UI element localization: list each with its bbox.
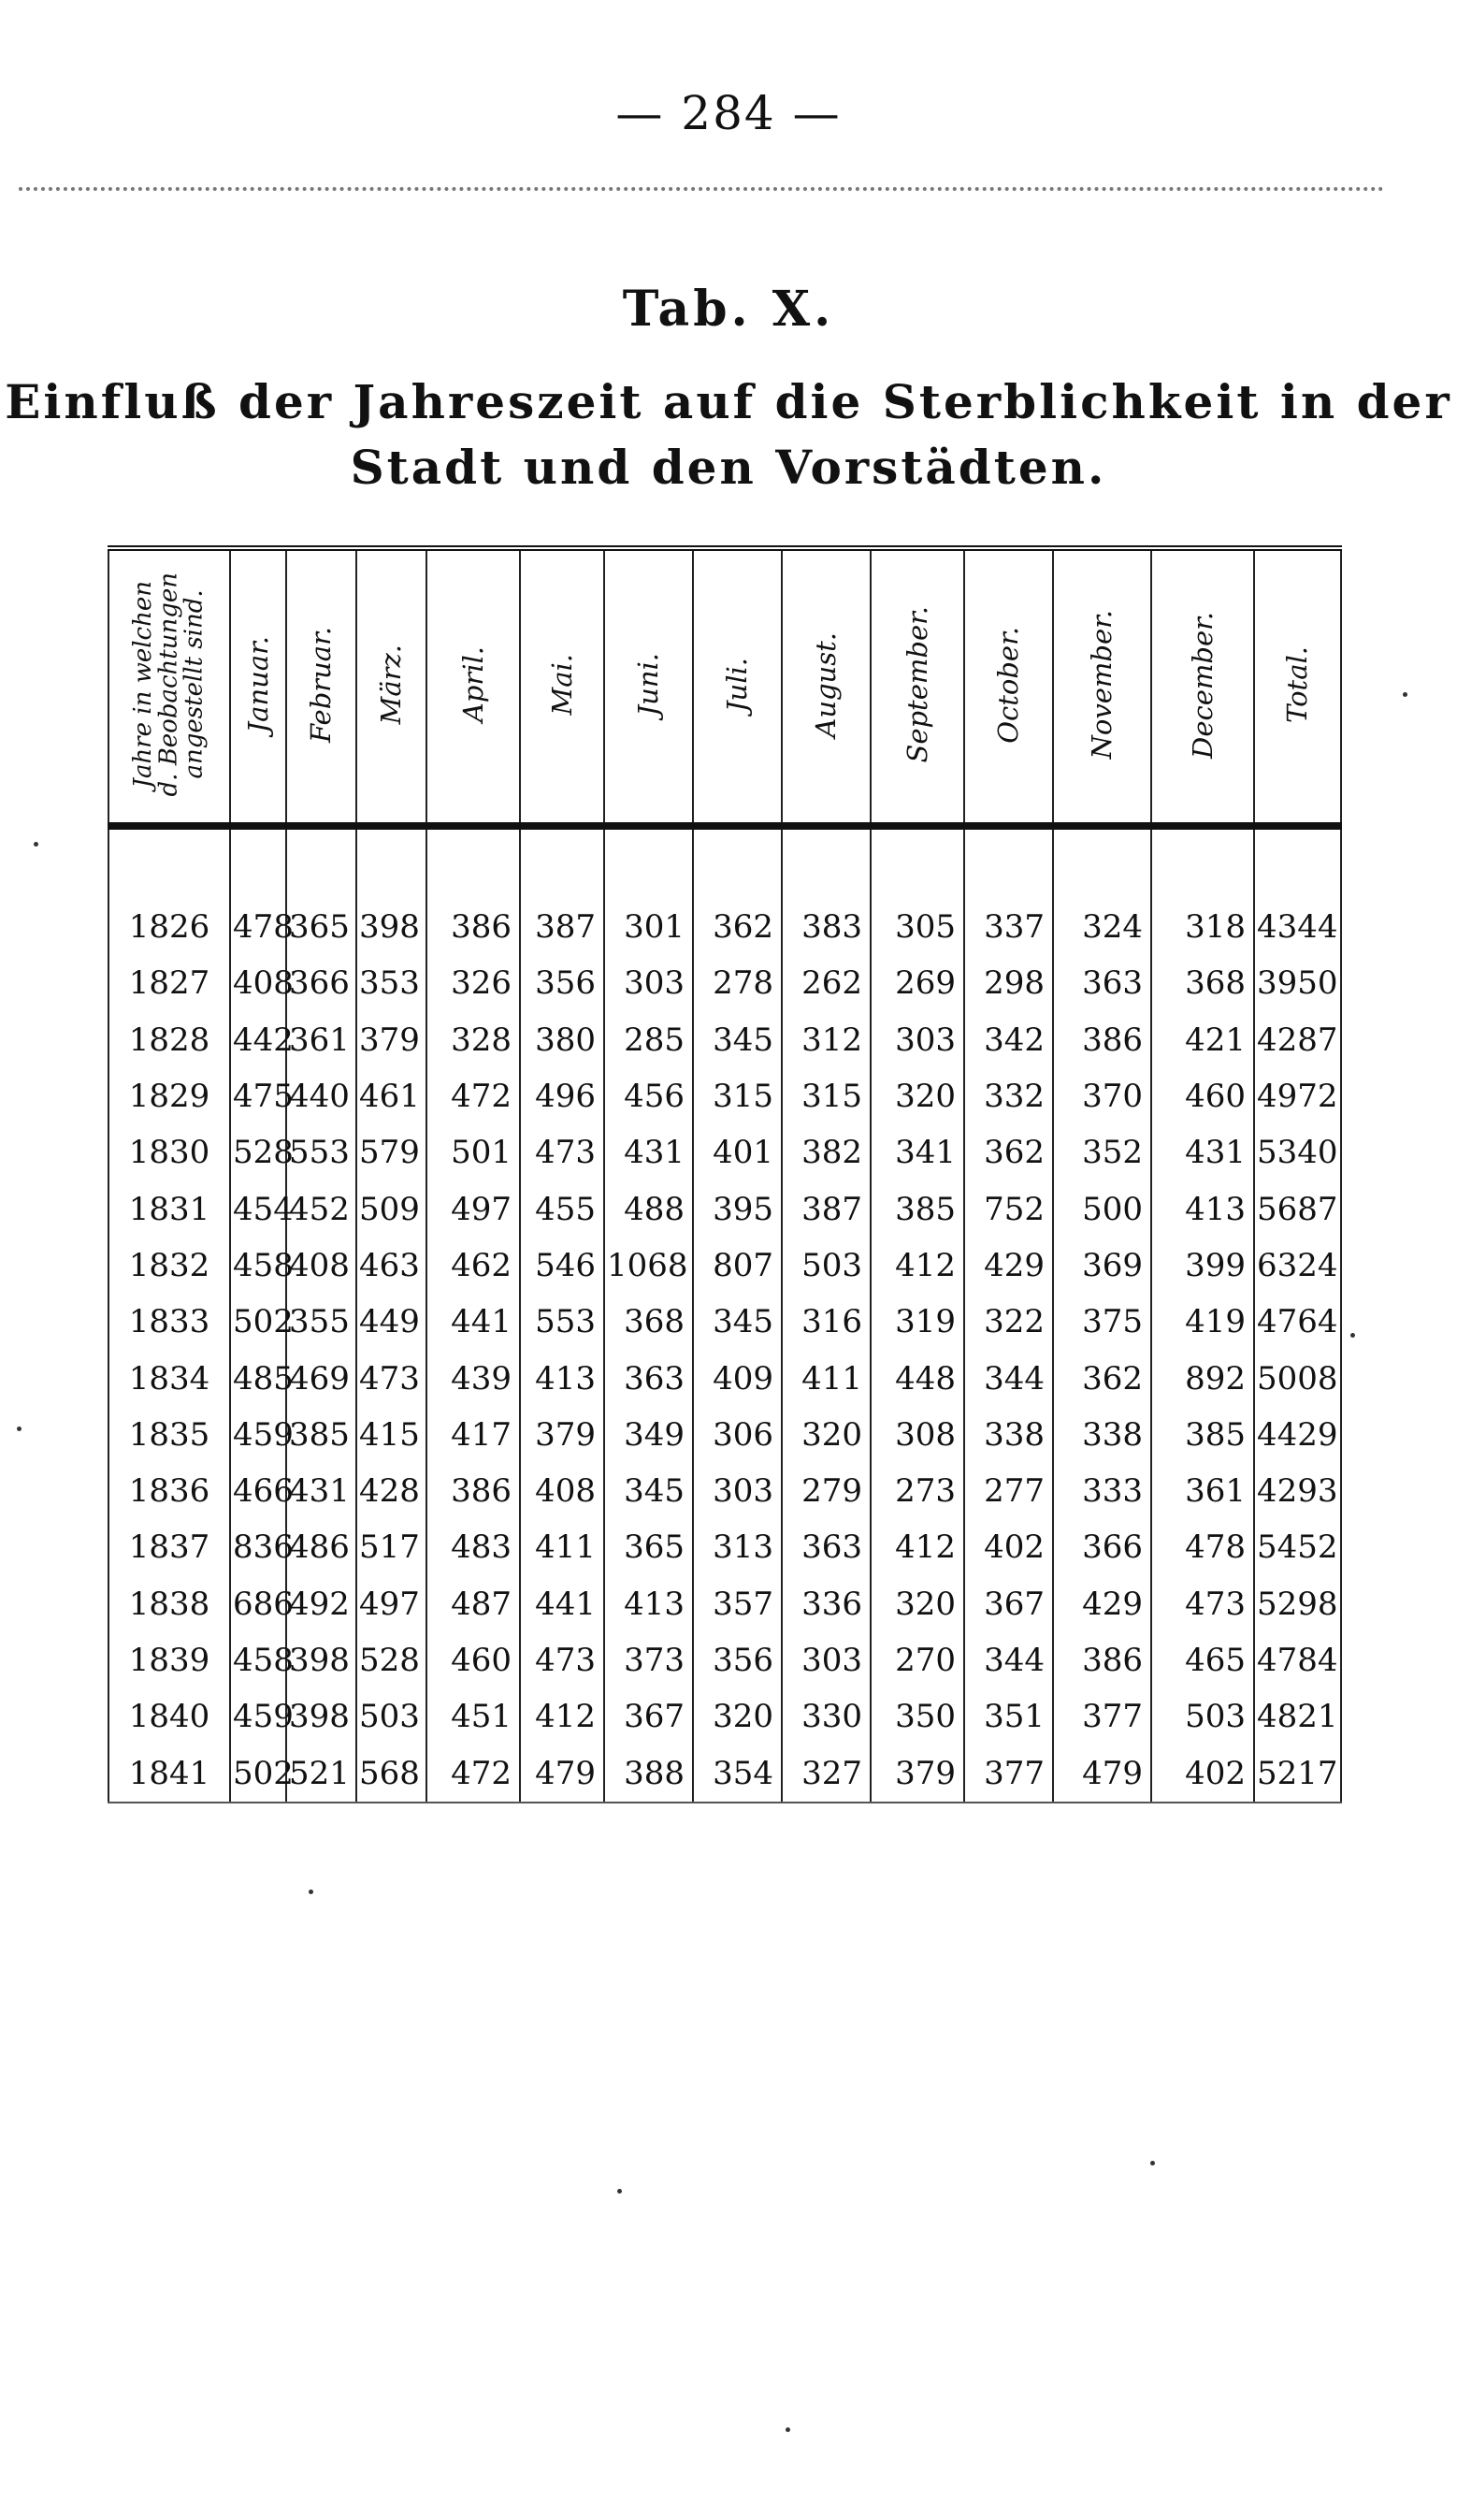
column-header-july: Juli. [693,548,782,826]
month-value-cell: 383 [782,899,871,955]
month-value-cell: 419 [1151,1294,1254,1350]
month-value-cell: 373 [604,1632,693,1688]
total-cell: 4972 [1254,1068,1341,1124]
month-value-cell: 315 [782,1068,871,1124]
month-value-cell: 502 [230,1294,286,1350]
table-title-line-1: Einfluß der Jahreszeit auf die Sterblichkeit in der [5,374,1452,429]
month-value-cell: 318 [1151,899,1254,955]
total-cell: 4429 [1254,1407,1341,1463]
month-value-cell: 473 [520,1124,604,1180]
print-speck [617,2189,622,2194]
table-row [108,899,1341,955]
print-speck [1150,2161,1155,2165]
month-value-cell: 449 [356,1294,426,1350]
month-value-cell: 503 [1151,1688,1254,1745]
month-value-cell: 836 [230,1519,286,1575]
month-value-cell: 460 [426,1632,520,1688]
month-value-cell: 469 [286,1350,356,1406]
total-cell: 4344 [1254,899,1341,955]
month-value-cell: 368 [604,1294,693,1350]
year-cell: 1826 [108,899,230,955]
month-value-cell: 322 [964,1294,1053,1350]
month-value-cell: 398 [286,1632,356,1688]
month-value-cell: 352 [1053,1124,1151,1180]
print-speck [786,2427,790,2432]
month-value-cell: 431 [286,1463,356,1519]
month-value-cell: 303 [871,1012,964,1068]
month-value-cell: 336 [782,1576,871,1632]
month-value-cell: 456 [604,1068,693,1124]
month-value-cell: 497 [356,1576,426,1632]
total-cell: 5340 [1254,1124,1341,1180]
total-cell: 5008 [1254,1350,1341,1406]
year-cell: 1827 [108,955,230,1011]
month-value-cell: 320 [693,1688,782,1745]
month-value-cell: 320 [871,1068,964,1124]
table-title-line-2: Stadt und den Vorstädten. [350,440,1107,495]
month-value-cell: 409 [693,1350,782,1406]
month-value-cell: 502 [230,1745,286,1802]
month-value-cell: 509 [356,1180,426,1237]
mortality-table [108,545,1340,1803]
month-value-cell: 354 [693,1745,782,1802]
page-number: — 284 — [615,86,842,140]
month-value-cell: 528 [356,1632,426,1688]
print-speck [1350,1333,1355,1338]
month-value-cell: 411 [782,1350,871,1406]
month-value-cell: 386 [426,1463,520,1519]
month-value-cell: 379 [871,1745,964,1802]
month-value-cell: 461 [356,1068,426,1124]
month-value-cell: 327 [782,1745,871,1802]
month-value-cell: 399 [1151,1238,1254,1294]
table-row [108,1012,1341,1068]
month-value-cell: 478 [230,899,286,955]
month-value-cell: 386 [426,899,520,955]
month-value-cell: 356 [693,1632,782,1688]
column-header-january: Januar. [230,548,286,826]
total-cell: 4764 [1254,1294,1341,1350]
month-value-cell: 367 [604,1688,693,1745]
table-header-row [108,548,1341,826]
month-value-cell: 402 [964,1519,1053,1575]
month-value-cell: 385 [1151,1407,1254,1463]
month-value-cell: 345 [693,1294,782,1350]
month-value-cell: 488 [604,1180,693,1237]
year-cell: 1830 [108,1124,230,1180]
month-value-cell: 270 [871,1632,964,1688]
month-value-cell: 341 [871,1124,964,1180]
month-value-cell: 313 [693,1519,782,1575]
month-value-cell: 375 [1053,1294,1151,1350]
month-value-cell: 328 [426,1012,520,1068]
month-value-cell: 342 [964,1012,1053,1068]
print-speck [17,1427,22,1431]
table-row [108,1745,1341,1802]
month-value-cell: 353 [356,955,426,1011]
column-header-march: März. [356,548,426,826]
year-cell: 1839 [108,1632,230,1688]
month-value-cell: 421 [1151,1012,1254,1068]
year-cell: 1841 [108,1745,230,1802]
month-value-cell: 387 [782,1180,871,1237]
year-cell: 1835 [108,1407,230,1463]
month-value-cell: 411 [520,1519,604,1575]
column-header-may: Mai. [520,548,604,826]
month-value-cell: 345 [693,1012,782,1068]
month-value-cell: 487 [426,1576,520,1632]
month-value-cell: 273 [871,1463,964,1519]
month-value-cell: 465 [1151,1632,1254,1688]
month-value-cell: 366 [286,955,356,1011]
month-value-cell: 473 [356,1350,426,1406]
month-value-cell: 458 [230,1238,286,1294]
month-value-cell: 349 [604,1407,693,1463]
month-value-cell: 442 [230,1012,286,1068]
month-value-cell: 472 [426,1068,520,1124]
print-speck [309,1890,313,1894]
month-value-cell: 408 [230,955,286,1011]
month-value-cell: 503 [782,1238,871,1294]
month-value-cell: 345 [604,1463,693,1519]
column-header-february: Februar. [286,548,356,826]
month-value-cell: 454 [230,1180,286,1237]
month-value-cell: 546 [520,1238,604,1294]
year-cell: 1828 [108,1012,230,1068]
column-header-december: December. [1151,548,1254,826]
month-value-cell: 366 [1053,1519,1151,1575]
total-cell: 6324 [1254,1238,1341,1294]
column-header-years: Jahre in welchen d. Beobachtungen angestellt sind. [108,548,230,826]
month-value-cell: 472 [426,1745,520,1802]
year-cell: 1837 [108,1519,230,1575]
month-value-cell: 320 [871,1576,964,1632]
month-value-cell: 686 [230,1576,286,1632]
print-speck [34,842,38,847]
month-value-cell: 455 [520,1180,604,1237]
month-value-cell: 298 [964,955,1053,1011]
month-value-cell: 448 [871,1350,964,1406]
year-cell: 1831 [108,1180,230,1237]
month-value-cell: 460 [1151,1068,1254,1124]
month-value-cell: 315 [693,1068,782,1124]
table-label: Tab. X. [622,281,835,338]
year-cell: 1832 [108,1238,230,1294]
month-value-cell: 459 [230,1407,286,1463]
year-cell: 1834 [108,1350,230,1406]
month-value-cell: 332 [964,1068,1053,1124]
total-cell: 5217 [1254,1745,1341,1802]
month-value-cell: 485 [230,1350,286,1406]
table-row [108,1124,1341,1180]
month-value-cell: 380 [520,1012,604,1068]
total-cell: 5298 [1254,1576,1341,1632]
table-row [108,1350,1341,1406]
month-value-cell: 388 [604,1745,693,1802]
month-value-cell: 440 [286,1068,356,1124]
month-value-cell: 579 [356,1124,426,1180]
month-value-cell: 568 [356,1745,426,1802]
month-value-cell: 306 [693,1407,782,1463]
column-header-august: August. [782,548,871,826]
table-spacer-row [108,826,1341,899]
month-value-cell: 415 [356,1407,426,1463]
month-value-cell: 428 [356,1463,426,1519]
month-value-cell: 350 [871,1688,964,1745]
month-value-cell: 385 [871,1180,964,1237]
month-value-cell: 479 [1053,1745,1151,1802]
month-value-cell: 303 [604,955,693,1011]
month-value-cell: 412 [520,1688,604,1745]
month-value-cell: 385 [286,1407,356,1463]
month-value-cell: 262 [782,955,871,1011]
column-header-total: Total. [1254,548,1341,826]
month-value-cell: 441 [426,1294,520,1350]
month-value-cell: 379 [356,1012,426,1068]
table-row [108,1688,1341,1745]
month-value-cell: 356 [520,955,604,1011]
month-value-cell: 326 [426,955,520,1011]
month-value-cell: 451 [426,1688,520,1745]
month-value-cell: 365 [604,1519,693,1575]
month-value-cell: 330 [782,1688,871,1745]
header-rule [19,187,1384,191]
month-value-cell: 357 [693,1576,782,1632]
month-value-cell: 269 [871,955,964,1011]
month-value-cell: 413 [1151,1180,1254,1237]
month-value-cell: 431 [604,1124,693,1180]
month-value-cell: 463 [356,1238,426,1294]
total-cell: 4287 [1254,1012,1341,1068]
total-cell: 5687 [1254,1180,1341,1237]
month-value-cell: 459 [230,1688,286,1745]
month-value-cell: 305 [871,899,964,955]
month-value-cell: 398 [286,1688,356,1745]
column-header-june: Juni. [604,548,693,826]
table-row [108,1576,1341,1632]
month-value-cell: 475 [230,1068,286,1124]
month-value-cell: 303 [782,1632,871,1688]
table-row [108,1407,1341,1463]
month-value-cell: 344 [964,1350,1053,1406]
month-value-cell: 278 [693,955,782,1011]
month-value-cell: 363 [604,1350,693,1406]
column-header-april: April. [426,548,520,826]
month-value-cell: 316 [782,1294,871,1350]
month-value-cell: 473 [520,1632,604,1688]
month-value-cell: 401 [693,1124,782,1180]
month-value-cell: 413 [604,1576,693,1632]
month-value-cell: 483 [426,1519,520,1575]
month-value-cell: 408 [520,1463,604,1519]
table-row [108,955,1341,1011]
month-value-cell: 361 [1151,1463,1254,1519]
month-value-cell: 303 [693,1463,782,1519]
month-value-cell: 277 [964,1463,1053,1519]
month-value-cell: 479 [520,1745,604,1802]
month-value-cell: 362 [964,1124,1053,1180]
total-cell: 4821 [1254,1688,1341,1745]
month-value-cell: 412 [871,1238,964,1294]
column-header-september: September. [871,548,964,826]
month-value-cell: 377 [964,1745,1053,1802]
month-value-cell: 377 [1053,1688,1151,1745]
month-value-cell: 379 [520,1407,604,1463]
table-row [108,1068,1341,1124]
month-value-cell: 466 [230,1463,286,1519]
table-row [108,1463,1341,1519]
month-value-cell: 363 [1053,955,1151,1011]
month-value-cell: 320 [782,1407,871,1463]
month-value-cell: 319 [871,1294,964,1350]
month-value-cell: 402 [1151,1745,1254,1802]
month-value-cell: 285 [604,1012,693,1068]
table-row [108,1519,1341,1575]
year-cell: 1833 [108,1294,230,1350]
month-value-cell: 1068 [604,1238,693,1294]
month-value-cell: 362 [1053,1350,1151,1406]
month-value-cell: 417 [426,1407,520,1463]
table-row [108,1238,1341,1294]
month-value-cell: 351 [964,1688,1053,1745]
month-value-cell: 368 [1151,955,1254,1011]
month-value-cell: 429 [964,1238,1053,1294]
month-value-cell: 553 [286,1124,356,1180]
month-value-cell: 398 [356,899,426,955]
month-value-cell: 301 [604,899,693,955]
month-value-cell: 312 [782,1012,871,1068]
month-value-cell: 439 [426,1350,520,1406]
year-cell: 1836 [108,1463,230,1519]
month-value-cell: 553 [520,1294,604,1350]
column-header-november: November. [1053,548,1151,826]
month-value-cell: 308 [871,1407,964,1463]
month-value-cell: 367 [964,1576,1053,1632]
month-value-cell: 408 [286,1238,356,1294]
month-value-cell: 458 [230,1632,286,1688]
month-value-cell: 429 [1053,1576,1151,1632]
table-row [108,1632,1341,1688]
month-value-cell: 752 [964,1180,1053,1237]
column-header-october: October. [964,548,1053,826]
month-value-cell: 807 [693,1238,782,1294]
month-value-cell: 344 [964,1632,1053,1688]
print-speck [1403,692,1407,697]
month-value-cell: 496 [520,1068,604,1124]
month-value-cell: 431 [1151,1124,1254,1180]
month-value-cell: 486 [286,1519,356,1575]
month-value-cell: 355 [286,1294,356,1350]
year-cell: 1838 [108,1576,230,1632]
table-row [108,1180,1341,1237]
month-value-cell: 412 [871,1519,964,1575]
month-value-cell: 528 [230,1124,286,1180]
year-cell: 1840 [108,1688,230,1745]
month-value-cell: 395 [693,1180,782,1237]
total-cell: 3950 [1254,955,1341,1011]
total-cell: 4784 [1254,1632,1341,1688]
month-value-cell: 501 [426,1124,520,1180]
month-value-cell: 337 [964,899,1053,955]
month-value-cell: 370 [1053,1068,1151,1124]
month-value-cell: 492 [286,1576,356,1632]
month-value-cell: 892 [1151,1350,1254,1406]
month-value-cell: 361 [286,1012,356,1068]
month-value-cell: 324 [1053,899,1151,955]
total-cell: 4293 [1254,1463,1341,1519]
month-value-cell: 441 [520,1576,604,1632]
month-value-cell: 363 [782,1519,871,1575]
month-value-cell: 452 [286,1180,356,1237]
table-body [108,826,1341,1803]
month-value-cell: 497 [426,1180,520,1237]
month-value-cell: 386 [1053,1632,1151,1688]
month-value-cell: 500 [1053,1180,1151,1237]
month-value-cell: 333 [1053,1463,1151,1519]
month-value-cell: 338 [964,1407,1053,1463]
month-value-cell: 365 [286,899,356,955]
month-value-cell: 387 [520,899,604,955]
total-cell: 5452 [1254,1519,1341,1575]
month-value-cell: 473 [1151,1576,1254,1632]
month-value-cell: 279 [782,1463,871,1519]
month-value-cell: 521 [286,1745,356,1802]
month-value-cell: 386 [1053,1012,1151,1068]
month-value-cell: 503 [356,1688,426,1745]
month-value-cell: 382 [782,1124,871,1180]
month-value-cell: 413 [520,1350,604,1406]
month-value-cell: 478 [1151,1519,1254,1575]
month-value-cell: 362 [693,899,782,955]
table-row [108,1294,1341,1350]
month-value-cell: 517 [356,1519,426,1575]
month-value-cell: 338 [1053,1407,1151,1463]
year-cell: 1829 [108,1068,230,1124]
month-value-cell: 369 [1053,1238,1151,1294]
month-value-cell: 462 [426,1238,520,1294]
